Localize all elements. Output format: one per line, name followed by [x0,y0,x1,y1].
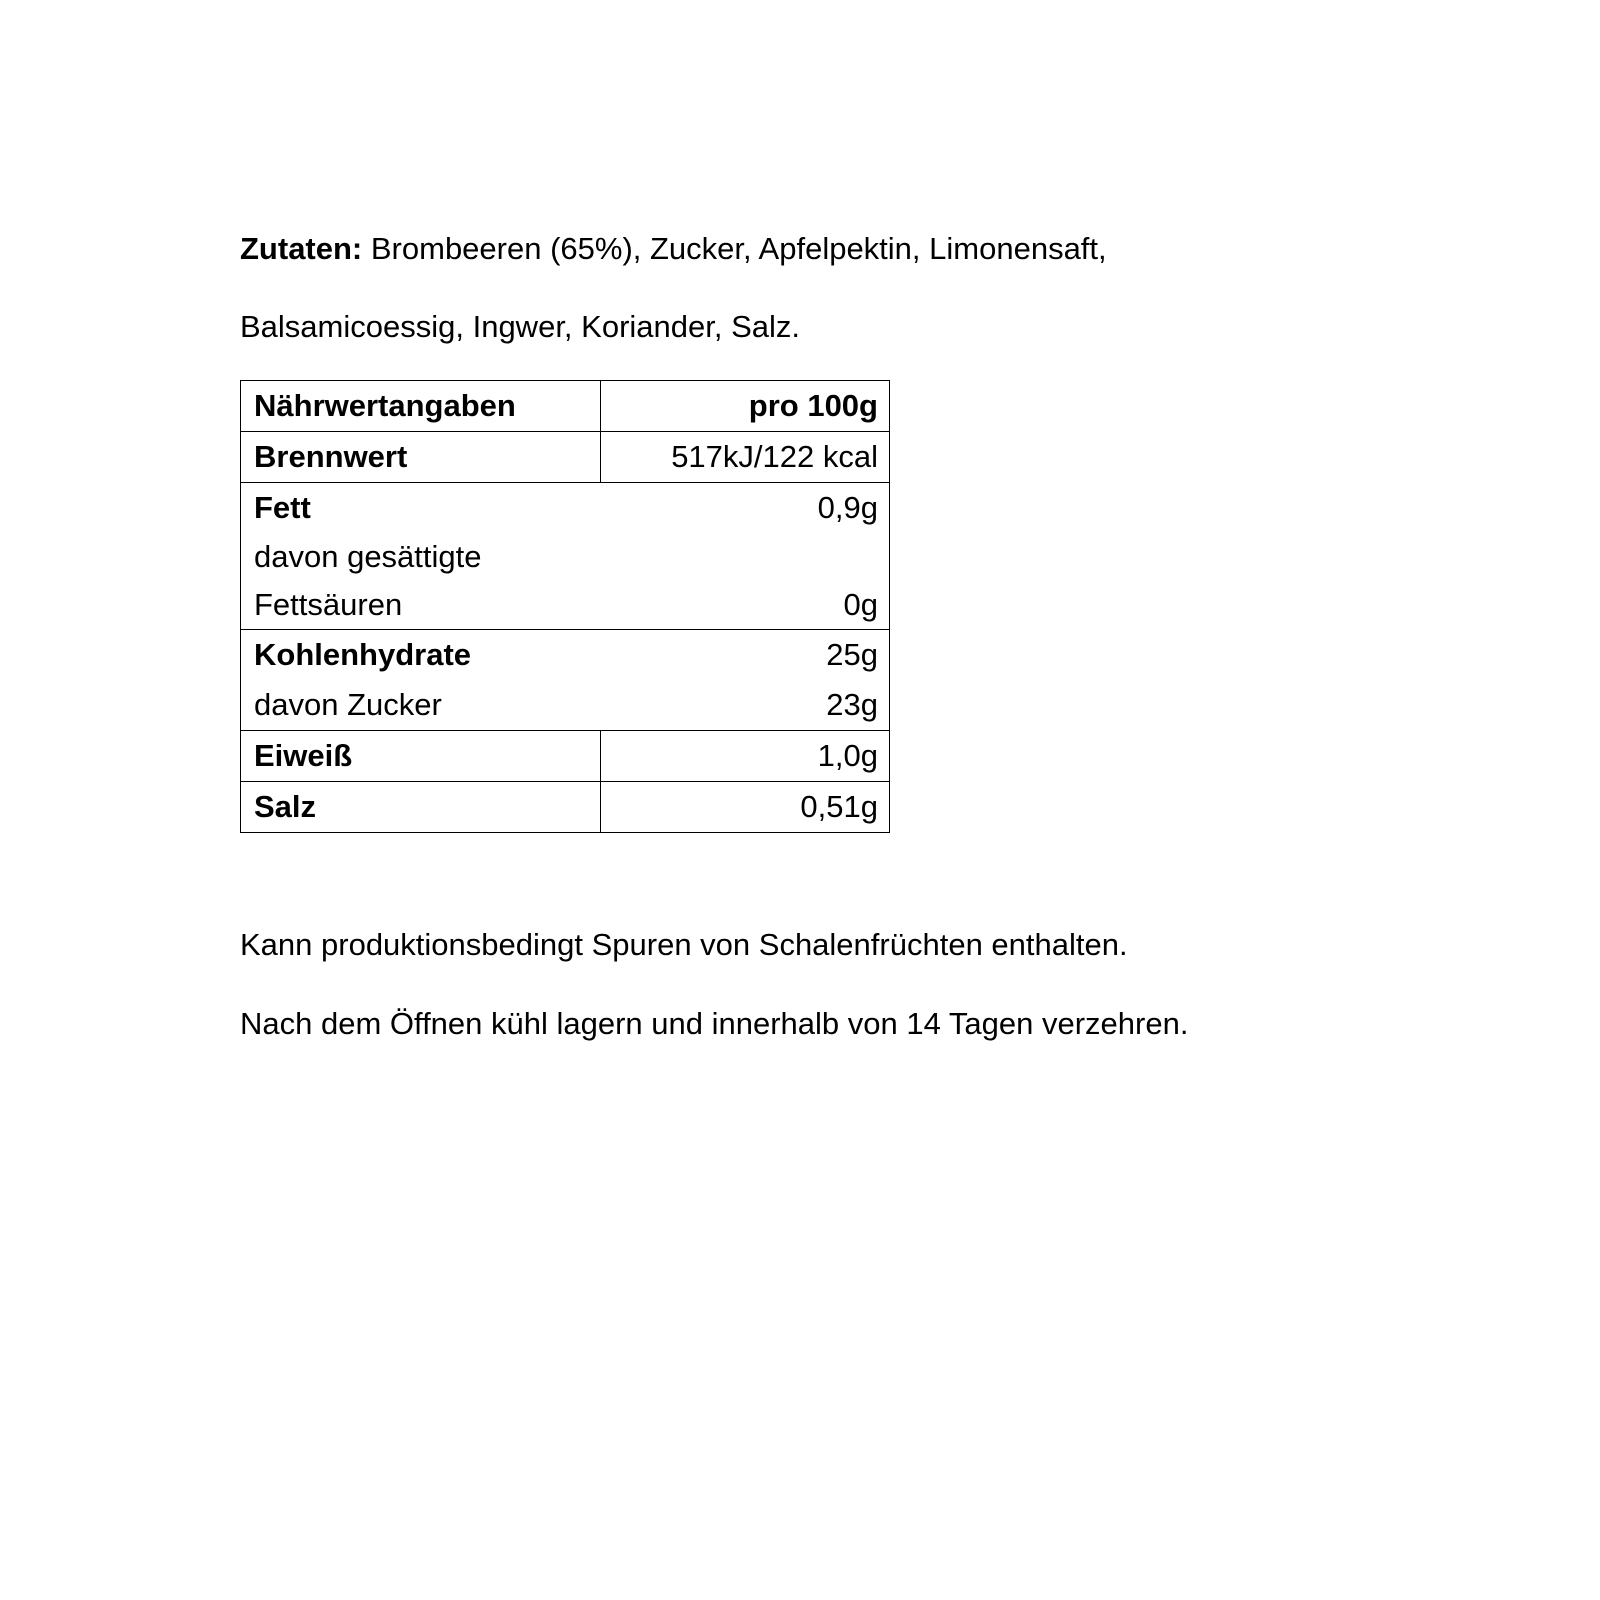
nutrition-label: davon gesättigte [254,539,482,574]
allergen-note: Kann produktionsbedingt Spuren von Schalenfrüchten enthalten. [240,927,1128,962]
nutrition-row-saturated-1 [241,533,890,581]
nutrition-value [601,533,890,581]
nutrition-table [240,380,890,833]
nutrition-value: 23g [601,680,890,731]
nutrition-row-salt [241,782,890,833]
ingredients-line-1 [240,229,1107,269]
ingredients-line-2: Balsamicoessig, Ingwer, Koriander, Salz. [240,309,800,344]
nutrition-value: 1,0g [601,731,890,782]
nutrition-row-carbs [241,630,890,681]
nutrition-header-value: pro 100g [601,381,890,432]
nutrition-value: 0g [601,581,890,630]
ingredients-label: Zutaten: [240,231,363,266]
nutrition-label: Eiweiß [241,731,601,782]
nutrition-value: 25g [826,637,878,672]
nutrition-row-energy [241,432,890,483]
nutrition-label: Fettsäuren [241,581,601,630]
nutrition-row-protein [241,731,890,782]
nutrition-row-sugar [241,680,890,731]
nutrition-label: davon Zucker [241,680,601,731]
nutrition-header-row [241,381,890,432]
nutrition-value: 0,9g [817,490,878,525]
storage-note: Nach dem Öffnen kühl lagern und innerhalb von 14 Tagen verzehren. [240,1006,1189,1041]
nutrition-value: 0,51g [601,782,890,833]
nutrition-row-saturated-2 [241,581,890,630]
nutrition-header-label: Nährwertangaben [241,381,601,432]
nutrition-row-fat [241,483,890,534]
nutrition-label: Salz [241,782,601,833]
nutrition-value: 517kJ/122 kcal [601,432,890,483]
nutrition-label: Brennwert [241,432,601,483]
nutrition-label: Fett [254,490,311,525]
ingredients-text-1: Brombeeren (65%), Zucker, Apfelpektin, Limonensaft, [362,231,1107,266]
nutrition-label: Kohlenhydrate [254,637,472,672]
